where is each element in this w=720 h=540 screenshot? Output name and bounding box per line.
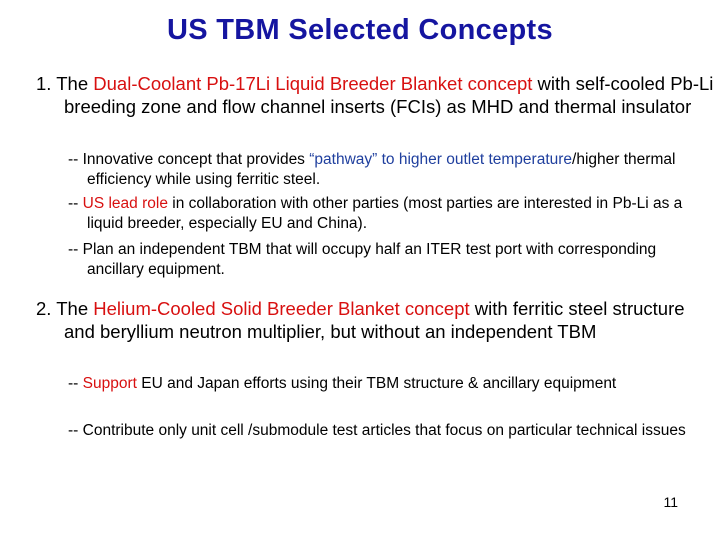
sub-item-1-2	[68, 194, 712, 234]
support-highlight: Support	[82, 375, 137, 392]
list-item-1	[36, 72, 714, 118]
item-text-pre: The	[56, 298, 94, 319]
item-text-post: with self-cooled Pb-Li breeding zone and flow channel inserts (FCIs) as MHD and thermal insulator	[64, 73, 714, 117]
item-text-pre: The	[56, 73, 94, 94]
sub-text: -- Contribute only unit cell /submodule test articles that focus on particular technical issues	[68, 422, 686, 439]
sub-text: -- Plan an independent TBM that will occupy half an ITER test port with corresponding ancillary equipment.	[68, 241, 657, 278]
item-text-post: with ferritic steel structure and beryllium neutron multiplier, but without an independent TBM	[64, 298, 685, 342]
sub-text: EU and Japan efforts using their TBM structure & ancillary equipment	[136, 375, 617, 392]
sub-text: /higher thermal efficiency while using ferritic steel.	[87, 151, 676, 188]
sub-item-2-2	[68, 421, 712, 441]
concept-name-highlight: Helium-Cooled Solid Breeder Blanket concept	[93, 298, 470, 319]
sub-text: --	[68, 375, 83, 392]
sub-item-1-3	[68, 240, 712, 280]
lead-role-highlight: US lead role	[82, 195, 168, 212]
concept-name-highlight: Dual-Coolant Pb-17Li Liquid Breeder Blanket concept	[93, 73, 533, 94]
item-number: 2.	[36, 298, 52, 319]
slide-title: US TBM Selected Concepts	[167, 14, 553, 46]
pathway-highlight: “pathway” to higher outlet temperature	[309, 151, 573, 168]
list-item-2	[36, 297, 714, 343]
sub-text: in collaboration with other parties (most parties are interested in Pb-Li as a liquid breeder, especially EU and China).	[87, 195, 683, 232]
sub-text: --	[68, 195, 83, 212]
sub-item-2-1	[68, 374, 712, 394]
sub-text: -- Innovative concept that provides	[68, 151, 310, 168]
sub-item-1-1	[68, 150, 712, 190]
page-number: 11	[663, 494, 678, 510]
item-number: 1.	[36, 73, 52, 94]
